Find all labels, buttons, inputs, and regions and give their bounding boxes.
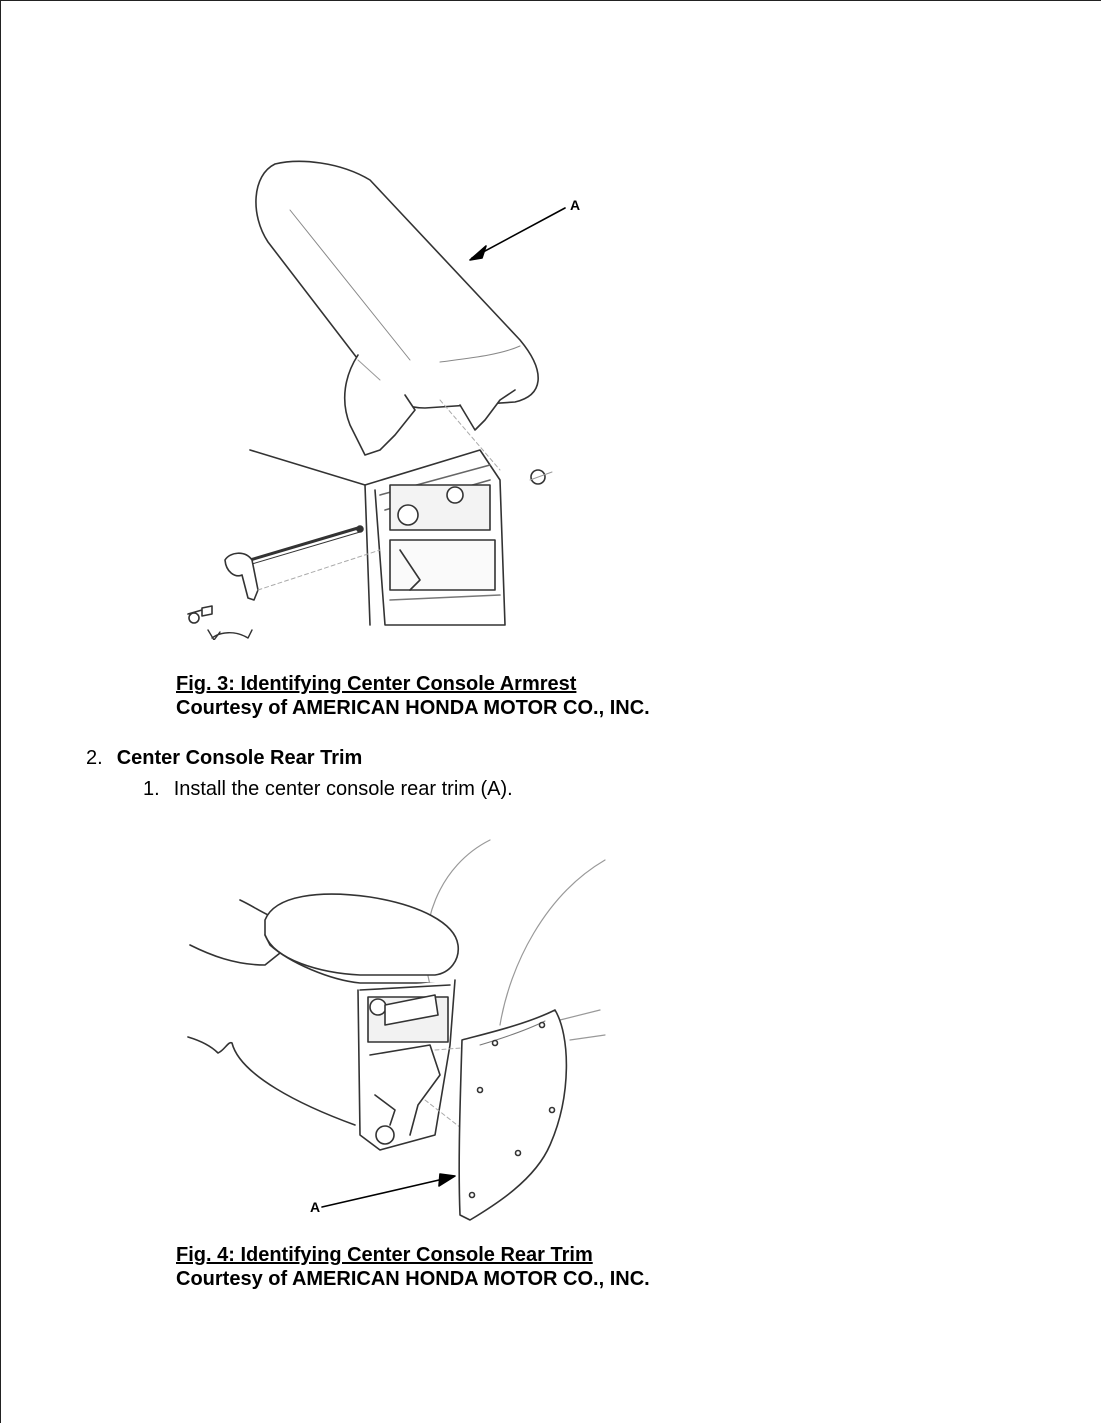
step-2-number: 2. <box>86 747 103 769</box>
step-2 <box>86 746 362 770</box>
figure-4-illustration <box>180 835 610 1230</box>
figure-3-illustration <box>180 150 600 640</box>
substep-1 <box>143 777 513 801</box>
figure-3-title: Fig. 3: Identifying Center Console Armrest <box>176 673 577 695</box>
substep-1-number: 1. <box>143 778 160 800</box>
figure-3-caption <box>176 672 650 720</box>
figure-3-courtesy: Courtesy of AMERICAN HONDA MOTOR CO., INC. <box>176 697 650 719</box>
figure-4-title: Fig. 4: Identifying Center Console Rear Trim <box>176 1244 593 1266</box>
substep-1-text: Install the center console rear trim (A). <box>173 778 513 800</box>
figure-4-caption <box>176 1243 650 1291</box>
step-2-title: Center Console Rear Trim <box>116 747 363 769</box>
figure-3-callout-label: A <box>570 197 581 213</box>
figure-4-callout-label: A <box>310 1199 321 1215</box>
figure-4-courtesy: Courtesy of AMERICAN HONDA MOTOR CO., INC. <box>176 1268 650 1290</box>
